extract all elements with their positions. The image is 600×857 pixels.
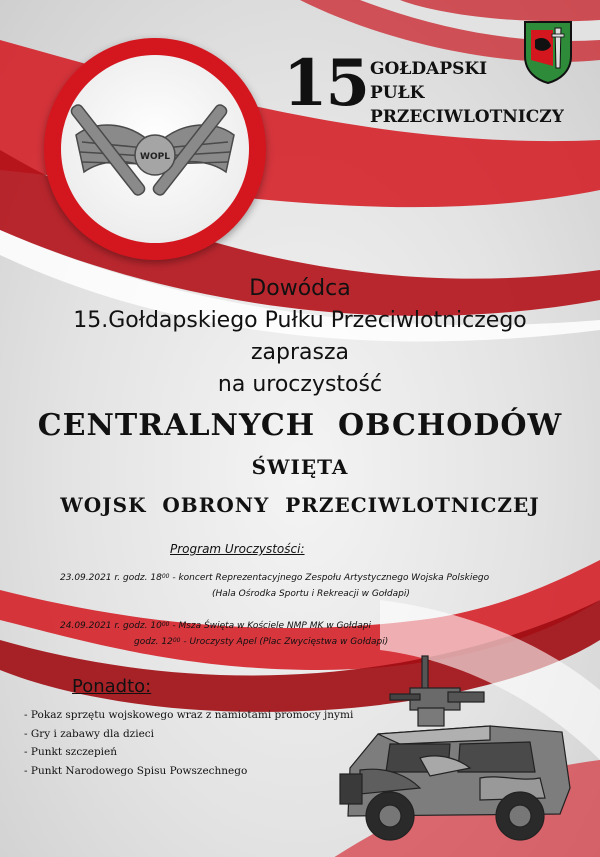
headline-line-1: CENTRALNYCH OBCHODÓW [37, 408, 563, 443]
regiment-name-line-1: GOŁDAPSKI [370, 59, 488, 79]
regiment-name-line-2: PUŁK [370, 83, 425, 103]
list-item: - Pokaz sprzętu wojskowego wraz z namiotami promocy jnymi [24, 709, 354, 721]
list-item: - Punkt Narodowego Spisu Powszechnego [24, 764, 248, 777]
event-3-minutes: 00 [172, 637, 181, 644]
program-event-1 [60, 573, 489, 583]
invitation-line-2: 15.Gołdapskiego Pułku Przeciwlotniczego [73, 308, 527, 333]
regiment-name-line-3: PRZECIWLOTNICZY [370, 107, 564, 127]
air-defence-badge-icon [66, 80, 244, 220]
event-1-minutes: 00 [161, 573, 170, 580]
extras-list [24, 706, 353, 780]
military-vehicle-icon [330, 648, 580, 848]
list-item: - Gry i zabawy dla dzieci [24, 727, 155, 740]
svg-text:WOPL: WOPL [140, 152, 170, 162]
event-1-datetime: 23.09.2021 r. godz. 18 [60, 573, 162, 583]
invitation-line-1: Dowódca [249, 276, 351, 301]
event-2-datetime: 24.09.2021 r. godz. 10 [60, 621, 162, 631]
event-2-minutes: 00 [161, 621, 170, 628]
headline-line-2: ŚWIĘTA [251, 455, 349, 479]
program-event-2 [60, 621, 371, 631]
extras-title: Ponadto: [72, 676, 152, 697]
headline-line-3: WOJSK OBRONY PRZECIWLOTNICZEJ [60, 493, 540, 517]
invitation-line-4: na uroczystość [217, 372, 383, 397]
invitation-line-3: zaprasza [250, 340, 349, 365]
event-1-place: (Hala Ośrodka Sportu i Rekreacji w Gołdapi) [212, 589, 410, 599]
regiment-number: 15 [283, 46, 369, 121]
event-3-desc: - Uroczysty Apel (Plac Zwycięstwa w Gołdapi) [183, 637, 389, 647]
event-2-desc: - Msza Święta w Kościele NMP MK w Gołdapi [172, 621, 371, 631]
program-title: Program Uroczystości: [170, 542, 305, 556]
list-item: - Punkt szczepień [24, 746, 117, 758]
program-event-3 [134, 637, 388, 647]
event-1-desc: - koncert Reprezentacyjnego Zespołu Artystycznego Wojska Polskiego [172, 573, 490, 583]
event-3-datetime: godz. 12 [134, 637, 173, 647]
regiment-crest-icon [523, 20, 573, 84]
